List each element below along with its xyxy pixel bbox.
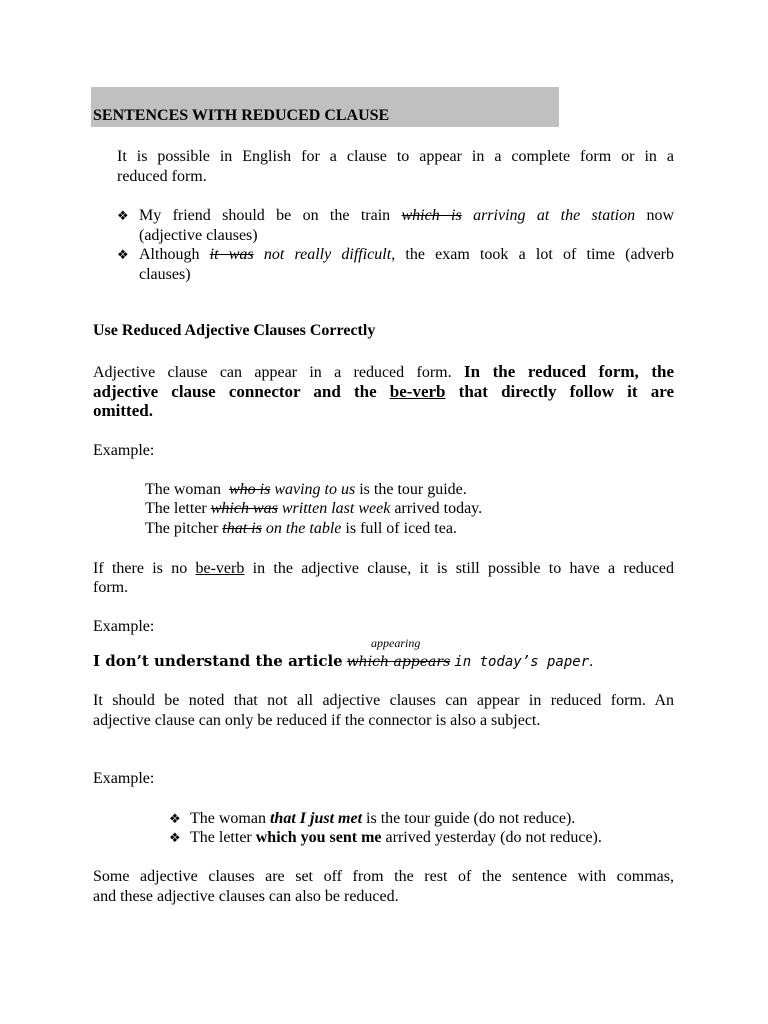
struck-connector: which was bbox=[210, 500, 278, 517]
para3-line-1: It should be noted that not all adjective clauses can appear in reduced form. An bbox=[93, 692, 674, 709]
para3-line-2: adjective clause can only be reduced if the connector is also a subject. bbox=[93, 712, 541, 729]
bullet-text: , the exam took a lot of time (adverb bbox=[391, 246, 675, 263]
example-label: Example: bbox=[93, 618, 155, 635]
para-bold-text: adjective clause connector and the bbox=[93, 382, 377, 401]
bullet-text: Although bbox=[139, 246, 200, 263]
example-label: Example: bbox=[93, 770, 155, 787]
diamond-bullet-icon: ❖ bbox=[169, 831, 181, 846]
struck-connector: which is bbox=[401, 207, 462, 224]
diamond-bullet-icon: ❖ bbox=[169, 812, 181, 827]
struck-connector: it was bbox=[209, 246, 254, 263]
example-text: The woman bbox=[145, 481, 221, 498]
example-bullet-1-text bbox=[190, 809, 575, 829]
para2-line-2: form. bbox=[93, 579, 129, 596]
example-sentence-article bbox=[93, 652, 593, 673]
bullet-text: My friend should be on the train bbox=[139, 207, 391, 224]
intro-line-1: It is possible in English for a clause to appear in a complete form or in a bbox=[117, 148, 674, 165]
para-text: If there is no bbox=[93, 560, 188, 577]
diamond-bullet-icon: ❖ bbox=[117, 209, 129, 224]
struck-connector: which appears bbox=[346, 654, 451, 670]
reduced-clause: arriving at the station bbox=[473, 207, 636, 224]
para4-line-1: Some adjective clauses are set off from the rest of the sentence with commas, bbox=[93, 868, 674, 885]
appearing-annotation: appearing bbox=[371, 636, 421, 650]
intro-bullet-1-line-2: (adjective clauses) bbox=[139, 227, 258, 244]
example-text: is full of iced tea. bbox=[345, 520, 457, 537]
para2-line-1 bbox=[93, 559, 674, 579]
non-reducible-clause: which you sent me bbox=[255, 829, 382, 846]
example-bullet-2-text bbox=[190, 828, 602, 848]
reduced-clause: in today’s paper bbox=[454, 654, 590, 670]
example-text: The pitcher bbox=[145, 520, 219, 537]
intro-bullet-2-text bbox=[139, 245, 674, 265]
example-text: arrived today. bbox=[394, 500, 483, 517]
struck-connector: who is bbox=[228, 481, 271, 498]
example-sentence-1 bbox=[145, 480, 467, 500]
reduced-clause: not really difficult bbox=[263, 246, 392, 263]
example-text: . bbox=[589, 653, 594, 670]
example-text: arrived yesterday (do not reduce). bbox=[385, 829, 602, 846]
example-sentence-3 bbox=[145, 519, 457, 539]
reduced-clause: waving to us bbox=[274, 481, 356, 498]
section-heading: Use Reduced Adjective Clauses Correctly bbox=[93, 322, 376, 339]
reduced-clause: on the table bbox=[265, 520, 342, 537]
struck-connector: that is bbox=[222, 520, 262, 537]
para1-line-2 bbox=[93, 382, 674, 402]
para1-line-1 bbox=[93, 362, 674, 383]
para1-line-3: omitted. bbox=[93, 401, 153, 420]
example-text: is the tour guide. bbox=[359, 481, 467, 498]
example-label: Example: bbox=[93, 442, 155, 459]
para-bold-text: In the reduced form, the bbox=[463, 362, 675, 381]
example-text: The letter bbox=[190, 829, 252, 846]
example-text: is the tour guide (do not reduce). bbox=[366, 810, 576, 827]
example-text: The woman bbox=[190, 810, 266, 827]
example-bold-text: I don’t understand the article bbox=[93, 652, 343, 670]
intro-bullet-1-text bbox=[139, 206, 674, 226]
diamond-bullet-icon: ❖ bbox=[117, 248, 129, 263]
reduced-clause: written last week bbox=[281, 500, 391, 517]
be-verb-term: be-verb bbox=[389, 382, 446, 401]
para-text: Adjective clause can appear in a reduced form. bbox=[93, 364, 452, 381]
para4-line-2: and these adjective clauses can also be reduced. bbox=[93, 888, 399, 905]
example-sentence-2 bbox=[145, 499, 482, 519]
para-bold-text: that directly follow it are bbox=[458, 382, 674, 401]
bullet-text: now bbox=[646, 207, 674, 224]
example-text: The letter bbox=[145, 500, 207, 517]
intro-bullet-2-line-2: clauses) bbox=[139, 266, 191, 283]
para-text: in the adjective clause, it is still possible to have a reduced bbox=[252, 560, 675, 577]
intro-line-2: reduced form. bbox=[117, 168, 207, 185]
be-verb-term: be-verb bbox=[195, 560, 245, 577]
page-title: SENTENCES WITH REDUCED CLAUSE bbox=[93, 107, 390, 124]
non-reducible-clause: that I just met bbox=[269, 810, 363, 827]
